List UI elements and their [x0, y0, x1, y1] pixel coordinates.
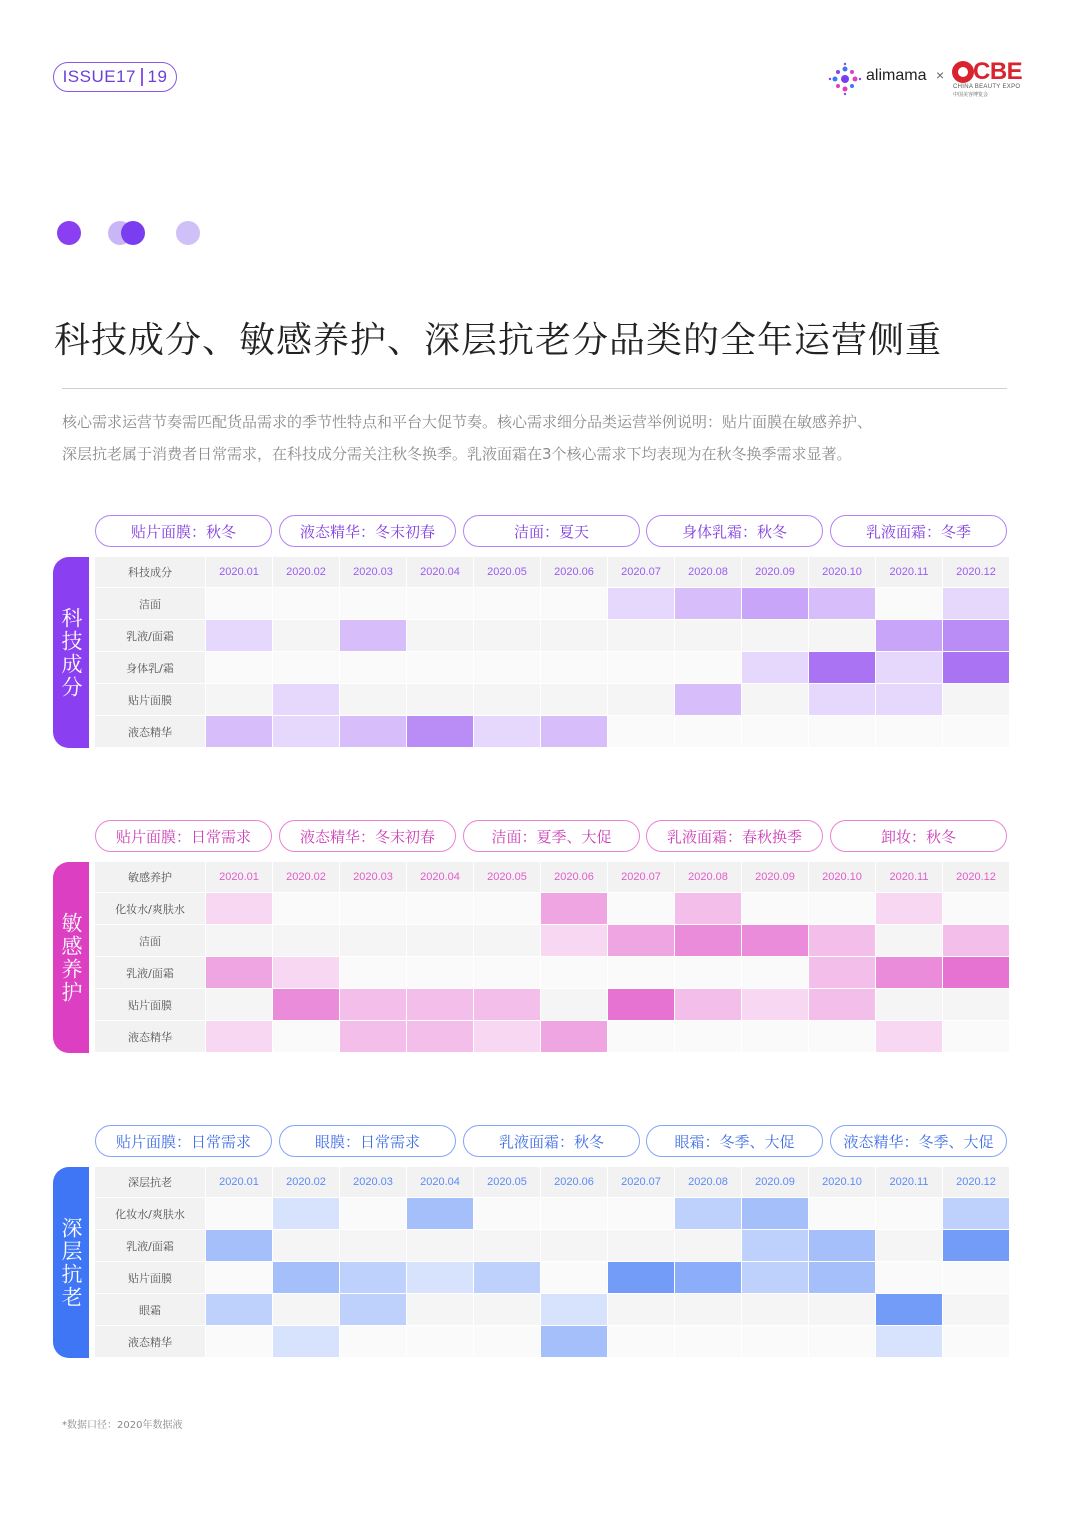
heatmap-cell — [273, 652, 339, 683]
column-header: 2020.01 — [206, 1167, 272, 1197]
section-title: 深层抗老 — [59, 1216, 83, 1309]
heatmap-cell — [273, 925, 339, 956]
heatmap-cell — [407, 957, 473, 988]
column-header: 2020.03 — [340, 557, 406, 587]
cbe-logo-icon — [952, 61, 974, 83]
column-header: 2020.07 — [608, 1167, 674, 1197]
row-label: 化妆水/爽肤水 — [95, 893, 205, 924]
heatmap-cell — [675, 989, 741, 1020]
heatmap-cell — [943, 989, 1009, 1020]
heatmap-cell — [541, 893, 607, 924]
heatmap-cell — [206, 1198, 272, 1229]
heatmap-cell — [742, 1294, 808, 1325]
heatmap-cell — [809, 684, 875, 715]
description-line-2: 深层抗老属于消费者日常需求，在科技成分需关注秋冬换季。乳液面霜在3个核心需求下均表现为在秋冬换季需求显著。 — [62, 445, 852, 463]
heatmap-cell — [675, 1021, 741, 1052]
heatmap-cell — [809, 989, 875, 1020]
heatmap-cell — [340, 1294, 406, 1325]
heatmap-cell — [206, 925, 272, 956]
heatmap-cell — [474, 1294, 540, 1325]
column-header: 2020.08 — [675, 1167, 741, 1197]
category-pill: 贴片面膜：日常需求 — [95, 820, 272, 852]
column-header: 2020.02 — [273, 557, 339, 587]
heatmap-cell — [742, 925, 808, 956]
heatmap-cell — [809, 652, 875, 683]
row-label: 贴片面膜 — [95, 1262, 205, 1293]
heatmap-cell — [675, 957, 741, 988]
corner-label: 深层抗老 — [95, 1167, 205, 1197]
heatmap-cell — [608, 1021, 674, 1052]
column-header: 2020.05 — [474, 1167, 540, 1197]
issue-separator — [141, 68, 143, 86]
decor-dot-3 — [176, 221, 200, 245]
heatmap-cell — [876, 1021, 942, 1052]
heatmap-cell — [876, 1230, 942, 1261]
heatmap-cell — [541, 1021, 607, 1052]
heatmap-cell — [474, 1021, 540, 1052]
heatmap-cell — [742, 652, 808, 683]
description-line-1: 核心需求运营节奏需匹配货品需求的季节性特点和平台大促节奏。核心需求细分品类运营举例说明：贴片面膜在敏感养护、 — [62, 413, 873, 431]
column-header: 2020.09 — [742, 1167, 808, 1197]
heatmap-cell — [675, 684, 741, 715]
heatmap-cell — [273, 957, 339, 988]
heatmap-cell — [273, 1262, 339, 1293]
heatmap-cell — [809, 1021, 875, 1052]
column-header: 2020.09 — [742, 862, 808, 892]
heatmap-cell — [474, 957, 540, 988]
row-label: 贴片面膜 — [95, 989, 205, 1020]
cbe-subtitle-cn: 中国美容博览会 — [953, 92, 989, 98]
heatmap-cell — [541, 588, 607, 619]
heatmap-cell — [541, 1326, 607, 1357]
heatmap-cell — [675, 620, 741, 651]
heatmap-cell — [407, 1230, 473, 1261]
heatmap-cell — [273, 1294, 339, 1325]
heatmap-cell — [407, 1294, 473, 1325]
heatmap-cell — [340, 1198, 406, 1229]
heatmap-cell — [407, 1326, 473, 1357]
heatmap-cell — [407, 1198, 473, 1229]
heatmap-cell — [273, 588, 339, 619]
column-header: 2020.06 — [541, 862, 607, 892]
category-pill: 乳液面霜：秋冬 — [463, 1125, 640, 1157]
column-header: 2020.05 — [474, 557, 540, 587]
heatmap-cell — [541, 1198, 607, 1229]
heatmap-cell — [340, 989, 406, 1020]
heatmap-cell — [407, 652, 473, 683]
heatmap-cell — [809, 1326, 875, 1357]
heatmap-cell — [943, 893, 1009, 924]
heatmap-cell — [608, 620, 674, 651]
category-pill: 乳液面霜：冬季 — [830, 515, 1007, 547]
heatmap-cell — [541, 684, 607, 715]
heatmap-cell — [608, 957, 674, 988]
heatmap-cell — [206, 620, 272, 651]
heatmap-cell — [340, 588, 406, 619]
heatmap-cell — [943, 716, 1009, 747]
column-header: 2020.11 — [876, 1167, 942, 1197]
heatmap-cell — [608, 652, 674, 683]
heatmap-cell — [206, 957, 272, 988]
heatmap-cell — [608, 1262, 674, 1293]
heatmap-cell — [876, 620, 942, 651]
heatmap-cell — [675, 925, 741, 956]
heatmap-cell — [407, 1262, 473, 1293]
section-side-tab — [53, 557, 89, 748]
heatmap-cell — [742, 716, 808, 747]
heatmap-cell — [407, 716, 473, 747]
heatmap-cell — [742, 1021, 808, 1052]
heatmap-cell — [742, 893, 808, 924]
column-header: 2020.02 — [273, 862, 339, 892]
decor-dot-1 — [57, 221, 81, 245]
heatmap-cell — [541, 925, 607, 956]
heatmap-cell — [474, 1326, 540, 1357]
heatmap-cell — [608, 588, 674, 619]
heatmap-cell — [206, 684, 272, 715]
heatmap-cell — [943, 1294, 1009, 1325]
heatmap-cell — [407, 925, 473, 956]
decor-dot-2b — [121, 221, 145, 245]
column-header: 2020.09 — [742, 557, 808, 587]
row-label: 液态精华 — [95, 1326, 205, 1357]
heatmap-cell — [407, 893, 473, 924]
column-header: 2020.07 — [608, 557, 674, 587]
alimama-logo-icon — [828, 62, 862, 96]
page-number: 19 — [147, 67, 168, 86]
footnote: *数据口径：2020年数据液 — [62, 1420, 183, 1431]
heatmap-cell — [273, 1230, 339, 1261]
heatmap-cell — [340, 1230, 406, 1261]
heatmap-cell — [876, 893, 942, 924]
heatmap-cell — [876, 957, 942, 988]
heatmap-cell — [943, 1262, 1009, 1293]
category-pill: 液态精华：冬季、大促 — [830, 1125, 1007, 1157]
heatmap-cell — [541, 1294, 607, 1325]
row-label: 液态精华 — [95, 716, 205, 747]
heatmap-cell — [273, 989, 339, 1020]
heatmap-cell — [340, 684, 406, 715]
heatmap-cell — [541, 989, 607, 1020]
heatmap-cell — [742, 588, 808, 619]
heatmap-cell — [608, 1294, 674, 1325]
heatmap-cell — [206, 1021, 272, 1052]
heatmap-cell — [876, 1198, 942, 1229]
row-label: 洁面 — [95, 925, 205, 956]
heatmap-cell — [340, 620, 406, 651]
column-header: 2020.12 — [943, 557, 1009, 587]
heatmap-cell — [742, 1230, 808, 1261]
heatmap-cell — [340, 1262, 406, 1293]
heatmap-cell — [742, 989, 808, 1020]
column-header: 2020.01 — [206, 862, 272, 892]
heatmap-cell — [809, 1262, 875, 1293]
column-header: 2020.06 — [541, 1167, 607, 1197]
row-label: 乳液/面霜 — [95, 1230, 205, 1261]
heatmap-cell — [608, 716, 674, 747]
category-pill: 洁面：夏天 — [463, 515, 640, 547]
heatmap-cell — [541, 620, 607, 651]
heatmap-cell — [876, 716, 942, 747]
heatmap-cell — [273, 893, 339, 924]
row-label: 乳液/面霜 — [95, 620, 205, 651]
column-header: 2020.08 — [675, 557, 741, 587]
heatmap-cell — [541, 957, 607, 988]
heatmap-cell — [206, 893, 272, 924]
alimama-wordmark: alimama — [866, 67, 927, 84]
heatmap-cell — [206, 588, 272, 619]
heatmap-cell — [809, 1198, 875, 1229]
issue-badge — [53, 62, 177, 92]
row-label: 化妆水/爽肤水 — [95, 1198, 205, 1229]
category-pill: 液态精华：冬末初春 — [279, 820, 456, 852]
heatmap-cell — [876, 925, 942, 956]
heatmap-cell — [273, 1021, 339, 1052]
heatmap-cell — [809, 588, 875, 619]
heatmap-cell — [809, 893, 875, 924]
heatmap-cell — [608, 1326, 674, 1357]
heatmap-cell — [340, 652, 406, 683]
section-side-tab — [53, 1167, 89, 1358]
heatmap-cell — [273, 1198, 339, 1229]
category-pill: 眼膜：日常需求 — [279, 1125, 456, 1157]
description — [62, 406, 1012, 470]
heatmap-cell — [206, 1294, 272, 1325]
heatmap-cell — [809, 1230, 875, 1261]
heatmap-cell — [742, 1198, 808, 1229]
heatmap-cell — [474, 716, 540, 747]
heatmap-cell — [474, 684, 540, 715]
column-header: 2020.06 — [541, 557, 607, 587]
heatmap-cell — [206, 652, 272, 683]
heatmap-cell — [943, 588, 1009, 619]
row-label: 身体乳/霜 — [95, 652, 205, 683]
heatmap-cell — [876, 684, 942, 715]
heatmap-cell — [608, 1230, 674, 1261]
column-header: 2020.10 — [809, 557, 875, 587]
heatmap-cell — [876, 1262, 942, 1293]
heatmap-cell — [943, 1326, 1009, 1357]
row-label: 液态精华 — [95, 1021, 205, 1052]
heatmap-cell — [675, 1230, 741, 1261]
heatmap-cell — [608, 893, 674, 924]
row-label: 贴片面膜 — [95, 684, 205, 715]
heatmap-cell — [474, 620, 540, 651]
title-divider — [62, 388, 1007, 389]
heatmap-cell — [876, 588, 942, 619]
heatmap-cell — [943, 957, 1009, 988]
heatmap-cell — [541, 1262, 607, 1293]
heatmap-cell — [206, 1262, 272, 1293]
row-label: 洁面 — [95, 588, 205, 619]
category-pill: 卸妆：秋冬 — [830, 820, 1007, 852]
heatmap-cell — [474, 1262, 540, 1293]
heatmap-cell — [608, 925, 674, 956]
heatmap-cell — [273, 620, 339, 651]
heatmap-cell — [876, 1326, 942, 1357]
heatmap-cell — [809, 957, 875, 988]
heatmap-cell — [943, 1230, 1009, 1261]
heatmap-cell — [675, 1326, 741, 1357]
heatmap-cell — [340, 893, 406, 924]
heatmap-cell — [943, 1021, 1009, 1052]
heatmap-cell — [876, 989, 942, 1020]
column-header: 2020.05 — [474, 862, 540, 892]
category-pill: 乳液面霜：春秋换季 — [646, 820, 823, 852]
category-pill: 身体乳霜：秋冬 — [646, 515, 823, 547]
heatmap-cell — [273, 716, 339, 747]
heatmap-cell — [206, 1326, 272, 1357]
column-header: 2020.12 — [943, 1167, 1009, 1197]
page-title: 科技成分、敏感养护、深层抗老分品类的全年运营侧重 — [54, 320, 943, 361]
corner-label: 敏感养护 — [95, 862, 205, 892]
heatmap-cell — [809, 925, 875, 956]
heatmap-cell — [474, 925, 540, 956]
heatmap-cell — [608, 684, 674, 715]
logo-times: × — [936, 67, 945, 83]
heatmap-cell — [541, 716, 607, 747]
column-header: 2020.03 — [340, 1167, 406, 1197]
heatmap-cell — [675, 588, 741, 619]
heatmap-cell — [675, 1294, 741, 1325]
column-header: 2020.03 — [340, 862, 406, 892]
heatmap-cell — [675, 716, 741, 747]
heatmap-cell — [675, 1198, 741, 1229]
column-header: 2020.10 — [809, 1167, 875, 1197]
heatmap-cell — [608, 989, 674, 1020]
section-title: 敏感养护 — [59, 911, 83, 1004]
heatmap-cell — [809, 1294, 875, 1325]
heatmap-cell — [474, 1230, 540, 1261]
heatmap-cell — [675, 652, 741, 683]
heatmap-cell — [206, 716, 272, 747]
heatmap-cell — [340, 1021, 406, 1052]
heatmap-cell — [876, 652, 942, 683]
heatmap-cell — [407, 1021, 473, 1052]
heatmap-cell — [340, 925, 406, 956]
heatmap-cell — [742, 1262, 808, 1293]
heatmap-cell — [407, 684, 473, 715]
issue-number: ISSUE17 — [62, 67, 136, 86]
column-header: 2020.10 — [809, 862, 875, 892]
heatmap-cell — [809, 620, 875, 651]
category-pill: 贴片面膜：日常需求 — [95, 1125, 272, 1157]
heatmap-cell — [742, 1326, 808, 1357]
column-header: 2020.07 — [608, 862, 674, 892]
column-header: 2020.04 — [407, 1167, 473, 1197]
heatmap-cell — [608, 1198, 674, 1229]
category-pill: 贴片面膜：秋冬 — [95, 515, 272, 547]
heatmap-cell — [206, 989, 272, 1020]
heatmap-cell — [273, 684, 339, 715]
heatmap-cell — [943, 925, 1009, 956]
column-header: 2020.04 — [407, 557, 473, 587]
category-pill: 液态精华：冬末初春 — [279, 515, 456, 547]
section-title: 科技成分 — [59, 606, 83, 699]
heatmap-cell — [809, 716, 875, 747]
heatmap-cell — [340, 957, 406, 988]
category-pill: 眼霜：冬季、大促 — [646, 1125, 823, 1157]
heatmap-cell — [340, 716, 406, 747]
heatmap-cell — [742, 620, 808, 651]
row-label: 眼霜 — [95, 1294, 205, 1325]
category-pill: 洁面：夏季、大促 — [463, 820, 640, 852]
heatmap-cell — [206, 1230, 272, 1261]
column-header: 2020.12 — [943, 862, 1009, 892]
heatmap-cell — [943, 620, 1009, 651]
heatmap-cell — [876, 1294, 942, 1325]
heatmap-cell — [474, 652, 540, 683]
heatmap-cell — [273, 1326, 339, 1357]
heatmap-cell — [474, 588, 540, 619]
heatmap-cell — [407, 989, 473, 1020]
column-header: 2020.11 — [876, 557, 942, 587]
column-header: 2020.11 — [876, 862, 942, 892]
heatmap-cell — [541, 652, 607, 683]
cbe-wordmark: CBE — [973, 58, 1023, 85]
heatmap-cell — [742, 684, 808, 715]
cbe-subtitle: CHINA BEAUTY EXPO — [953, 84, 1021, 90]
heatmap-cell — [474, 893, 540, 924]
heatmap-cell — [407, 620, 473, 651]
heatmap-cell — [943, 1198, 1009, 1229]
heatmap-cell — [340, 1326, 406, 1357]
heatmap-cell — [474, 989, 540, 1020]
corner-label: 科技成分 — [95, 557, 205, 587]
heatmap-cell — [943, 652, 1009, 683]
heatmap-cell — [943, 684, 1009, 715]
heatmap-cell — [541, 1230, 607, 1261]
column-header: 2020.01 — [206, 557, 272, 587]
column-header: 2020.02 — [273, 1167, 339, 1197]
heatmap-cell — [407, 588, 473, 619]
column-header: 2020.04 — [407, 862, 473, 892]
section-side-tab — [53, 862, 89, 1053]
heatmap-cell — [742, 957, 808, 988]
heatmap-cell — [675, 1262, 741, 1293]
column-header: 2020.08 — [675, 862, 741, 892]
heatmap-cell — [675, 893, 741, 924]
heatmap-cell — [474, 1198, 540, 1229]
row-label: 乳液/面霜 — [95, 957, 205, 988]
